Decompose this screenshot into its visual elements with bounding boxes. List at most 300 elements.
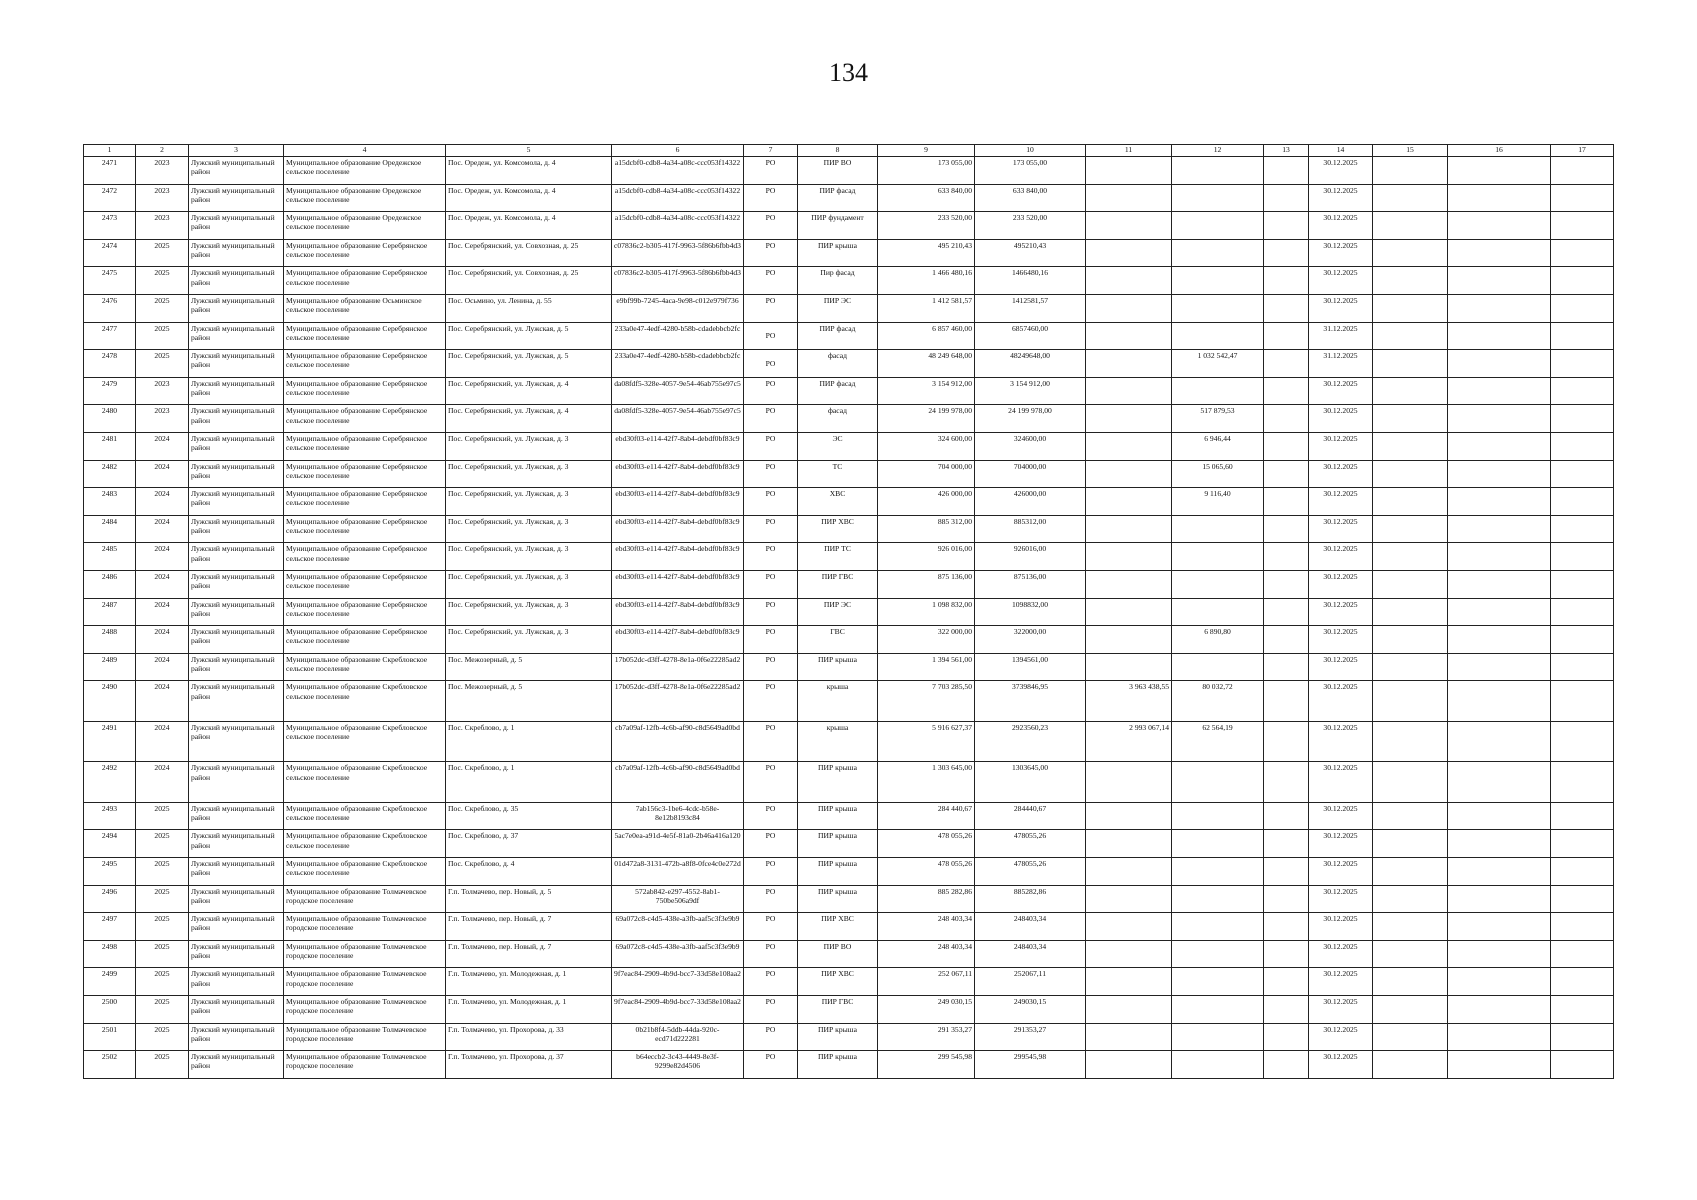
row-number-cell: 2499 <box>84 968 136 996</box>
total-cost-cell: 233 520,00 <box>878 212 975 240</box>
guid-cell: 9f7eac84-2909-4b9d-bcc7-33d58e108aa2 <box>612 968 744 996</box>
type-cell: РО <box>744 405 798 433</box>
guid-cell: c07836c2-b305-417f-9963-5f86b6fbb4d3 <box>612 239 744 267</box>
empty-cell <box>1373 913 1448 941</box>
column-number-header: 11 <box>1086 145 1172 157</box>
district-cell: Лужский муниципальный район <box>189 1051 284 1079</box>
deadline-date-cell: 30.12.2025 <box>1309 830 1373 858</box>
guid-cell: da08fdf5-328e-4057-9e54-46ab755e97c5 <box>612 377 744 405</box>
table-row <box>84 570 1614 598</box>
empty-cell <box>1264 570 1309 598</box>
row-number-cell: 2484 <box>84 515 136 543</box>
row-number-cell: 2483 <box>84 488 136 516</box>
additional-funding-cell <box>1086 515 1172 543</box>
row-number-cell: 2486 <box>84 570 136 598</box>
type-cell: РО <box>744 460 798 488</box>
work-type-cell: ПИР фасад <box>798 377 878 405</box>
funding-cell: 48249648,00 <box>975 350 1086 378</box>
empty-cell <box>1373 460 1448 488</box>
empty-cell <box>1448 212 1551 240</box>
total-cost-cell: 249 030,15 <box>878 995 975 1023</box>
municipality-cell: Муниципальное образование Скребловское сельское поселение <box>284 857 446 885</box>
work-type-cell: ПИР фасад <box>798 322 878 350</box>
empty-cell <box>1373 968 1448 996</box>
district-cell: Лужский муниципальный район <box>189 653 284 681</box>
empty-cell <box>1264 885 1309 913</box>
empty-cell <box>1551 570 1614 598</box>
empty-cell <box>1448 913 1551 941</box>
year-cell: 2024 <box>136 488 189 516</box>
municipality-cell: Муниципальное образование Серебрянское сельское поселение <box>284 515 446 543</box>
total-cost-cell: 633 840,00 <box>878 184 975 212</box>
type-cell: РО <box>744 940 798 968</box>
guid-cell: b64eccb2-3c43-4449-8e3f-9299e82d4506 <box>612 1051 744 1079</box>
row-number-cell: 2473 <box>84 212 136 240</box>
empty-cell <box>1551 762 1614 803</box>
amount-cell <box>1172 322 1264 350</box>
year-cell: 2023 <box>136 377 189 405</box>
municipality-cell: Муниципальное образование Толмачевское городское поселение <box>284 1051 446 1079</box>
deadline-date-cell: 30.12.2025 <box>1309 995 1373 1023</box>
type-cell: РО <box>744 1023 798 1051</box>
address-cell: Г.п. Толмачево, пер. Новый, д. 5 <box>446 885 612 913</box>
work-type-cell: ПИР крыша <box>798 239 878 267</box>
table-row <box>84 995 1614 1023</box>
row-number-cell: 2489 <box>84 653 136 681</box>
type-cell: РО <box>744 913 798 941</box>
empty-cell <box>1551 885 1614 913</box>
municipality-cell: Муниципальное образование Скребловское сельское поселение <box>284 830 446 858</box>
year-cell: 2023 <box>136 405 189 433</box>
empty-cell <box>1264 515 1309 543</box>
empty-cell <box>1448 377 1551 405</box>
district-cell: Лужский муниципальный район <box>189 377 284 405</box>
empty-cell <box>1448 488 1551 516</box>
additional-funding-cell <box>1086 802 1172 830</box>
empty-cell <box>1373 626 1448 654</box>
municipality-cell: Муниципальное образование Серебрянское сельское поселение <box>284 598 446 626</box>
guid-cell: 9f7eac84-2909-4b9d-bcc7-33d58e108aa2 <box>612 995 744 1023</box>
amount-cell <box>1172 239 1264 267</box>
type-cell: РО <box>744 857 798 885</box>
district-cell: Лужский муниципальный район <box>189 1023 284 1051</box>
type-cell: РО <box>744 1051 798 1079</box>
year-cell: 2025 <box>136 1051 189 1079</box>
additional-funding-cell <box>1086 885 1172 913</box>
guid-cell: 01d472a8-3131-472b-a8f8-0fce4c0e272d <box>612 857 744 885</box>
table-row <box>84 377 1614 405</box>
work-type-cell: ТС <box>798 460 878 488</box>
empty-cell <box>1448 653 1551 681</box>
empty-cell <box>1373 940 1448 968</box>
empty-cell <box>1373 598 1448 626</box>
empty-cell <box>1373 830 1448 858</box>
type-cell: РО <box>744 995 798 1023</box>
row-number-cell: 2485 <box>84 543 136 571</box>
district-cell: Лужский муниципальный район <box>189 857 284 885</box>
address-cell: Пос. Скреблово, д. 1 <box>446 721 612 762</box>
district-cell: Лужский муниципальный район <box>189 322 284 350</box>
year-cell: 2024 <box>136 653 189 681</box>
empty-cell <box>1551 488 1614 516</box>
empty-cell <box>1551 267 1614 295</box>
column-number-header: 16 <box>1448 145 1551 157</box>
total-cost-cell: 7 703 285,50 <box>878 681 975 722</box>
deadline-date-cell: 30.12.2025 <box>1309 184 1373 212</box>
empty-cell <box>1448 995 1551 1023</box>
table-row <box>84 488 1614 516</box>
empty-cell <box>1373 1023 1448 1051</box>
empty-cell <box>1551 802 1614 830</box>
work-type-cell: ГВС <box>798 626 878 654</box>
amount-cell <box>1172 940 1264 968</box>
year-cell: 2025 <box>136 995 189 1023</box>
address-cell: Г.п. Толмачево, ул. Молодежная, д. 1 <box>446 968 612 996</box>
empty-cell <box>1373 515 1448 543</box>
funding-cell: 248403,34 <box>975 913 1086 941</box>
total-cost-cell: 495 210,43 <box>878 239 975 267</box>
district-cell: Лужский муниципальный район <box>189 405 284 433</box>
deadline-date-cell: 30.12.2025 <box>1309 681 1373 722</box>
empty-cell <box>1373 995 1448 1023</box>
total-cost-cell: 248 403,34 <box>878 940 975 968</box>
table-row <box>84 212 1614 240</box>
district-cell: Лужский муниципальный район <box>189 212 284 240</box>
empty-cell <box>1448 721 1551 762</box>
row-number-cell: 2490 <box>84 681 136 722</box>
municipality-cell: Муниципальное образование Толмачевское городское поселение <box>284 1023 446 1051</box>
work-type-cell: ПИР ХВС <box>798 968 878 996</box>
type-cell: РО <box>744 681 798 722</box>
empty-cell <box>1551 543 1614 571</box>
work-type-cell: фасад <box>798 405 878 433</box>
table-row <box>84 432 1614 460</box>
empty-cell <box>1551 405 1614 433</box>
work-type-cell: ПИР ВО <box>798 157 878 185</box>
address-cell: Г.п. Толмачево, пер. Новый, д. 7 <box>446 940 612 968</box>
guid-cell: ebd30f03-e114-42f7-8ab4-debdf0bf83c9 <box>612 515 744 543</box>
deadline-date-cell: 30.12.2025 <box>1309 653 1373 681</box>
deadline-date-cell: 30.12.2025 <box>1309 968 1373 996</box>
table-row <box>84 350 1614 378</box>
municipality-cell: Муниципальное образование Толмачевское городское поселение <box>284 968 446 996</box>
type-cell: РО <box>744 721 798 762</box>
row-number-cell: 2494 <box>84 830 136 858</box>
type-cell: РО <box>744 488 798 516</box>
guid-cell: ebd30f03-e114-42f7-8ab4-debdf0bf83c9 <box>612 460 744 488</box>
deadline-date-cell: 31.12.2025 <box>1309 350 1373 378</box>
work-type-cell: крыша <box>798 721 878 762</box>
type-cell: РО <box>744 762 798 803</box>
empty-cell <box>1551 515 1614 543</box>
type-cell: РО <box>744 802 798 830</box>
district-cell: Лужский муниципальный район <box>189 626 284 654</box>
additional-funding-cell <box>1086 1023 1172 1051</box>
district-cell: Лужский муниципальный район <box>189 830 284 858</box>
work-type-cell: ПИР ВО <box>798 940 878 968</box>
table-row <box>84 830 1614 858</box>
year-cell: 2025 <box>136 913 189 941</box>
additional-funding-cell <box>1086 857 1172 885</box>
row-number-cell: 2476 <box>84 294 136 322</box>
column-number-header: 10 <box>975 145 1086 157</box>
district-cell: Лужский муниципальный район <box>189 802 284 830</box>
work-type-cell: ПИР крыша <box>798 857 878 885</box>
table-row <box>84 515 1614 543</box>
district-cell: Лужский муниципальный район <box>189 488 284 516</box>
address-cell: Пос. Серебрянский, ул. Лужская, д. 3 <box>446 515 612 543</box>
row-number-cell: 2475 <box>84 267 136 295</box>
guid-cell: a15dcbf0-cdb8-4a34-a08c-ccc053f14322 <box>612 212 744 240</box>
address-cell: Пос. Скреблово, д. 1 <box>446 762 612 803</box>
empty-cell <box>1448 405 1551 433</box>
year-cell: 2024 <box>136 762 189 803</box>
amount-cell <box>1172 762 1264 803</box>
amount-cell <box>1172 913 1264 941</box>
work-type-cell: Пир фасад <box>798 267 878 295</box>
empty-cell <box>1448 157 1551 185</box>
table-row <box>84 681 1614 722</box>
table-row <box>84 762 1614 803</box>
total-cost-cell: 291 353,27 <box>878 1023 975 1051</box>
type-cell: РО <box>744 322 798 350</box>
table-row <box>84 857 1614 885</box>
empty-cell <box>1264 460 1309 488</box>
year-cell: 2024 <box>136 515 189 543</box>
amount-cell <box>1172 857 1264 885</box>
guid-cell: ebd30f03-e114-42f7-8ab4-debdf0bf83c9 <box>612 570 744 598</box>
work-type-cell: ПИР ГВС <box>798 995 878 1023</box>
funding-cell: 1412581,57 <box>975 294 1086 322</box>
funding-cell: 291353,27 <box>975 1023 1086 1051</box>
year-cell: 2023 <box>136 157 189 185</box>
empty-cell <box>1264 267 1309 295</box>
empty-cell <box>1551 653 1614 681</box>
empty-cell <box>1264 762 1309 803</box>
municipality-cell: Муниципальное образование Толмачевское городское поселение <box>284 995 446 1023</box>
amount-cell <box>1172 995 1264 1023</box>
deadline-date-cell: 30.12.2025 <box>1309 267 1373 295</box>
empty-cell <box>1448 940 1551 968</box>
empty-cell <box>1264 432 1309 460</box>
guid-cell: ebd30f03-e114-42f7-8ab4-debdf0bf83c9 <box>612 543 744 571</box>
column-number-header: 3 <box>189 145 284 157</box>
empty-cell <box>1264 857 1309 885</box>
year-cell: 2024 <box>136 721 189 762</box>
additional-funding-cell <box>1086 460 1172 488</box>
guid-cell: ebd30f03-e114-42f7-8ab4-debdf0bf83c9 <box>612 488 744 516</box>
work-type-cell: ЭС <box>798 432 878 460</box>
type-cell: РО <box>744 543 798 571</box>
empty-cell <box>1448 515 1551 543</box>
empty-cell <box>1551 598 1614 626</box>
row-number-cell: 2471 <box>84 157 136 185</box>
row-number-cell: 2481 <box>84 432 136 460</box>
row-number-cell: 2492 <box>84 762 136 803</box>
funding-cell: 233 520,00 <box>975 212 1086 240</box>
address-cell: Пос. Межозерный, д. 5 <box>446 681 612 722</box>
municipality-cell: Муниципальное образование Оредежское сельское поселение <box>284 212 446 240</box>
empty-cell <box>1448 830 1551 858</box>
guid-cell: a15dcbf0-cdb8-4a34-a08c-ccc053f14322 <box>612 157 744 185</box>
municipality-cell: Муниципальное образование Осьминское сельское поселение <box>284 294 446 322</box>
additional-funding-cell <box>1086 995 1172 1023</box>
municipality-cell: Муниципальное образование Серебрянское сельское поселение <box>284 570 446 598</box>
type-cell: РО <box>744 626 798 654</box>
row-number-cell: 2472 <box>84 184 136 212</box>
additional-funding-cell <box>1086 267 1172 295</box>
table-row <box>84 1023 1614 1051</box>
funding-cell: 3739846,95 <box>975 681 1086 722</box>
total-cost-cell: 704 000,00 <box>878 460 975 488</box>
total-cost-cell: 299 545,98 <box>878 1051 975 1079</box>
year-cell: 2025 <box>136 322 189 350</box>
guid-cell: 5ac7e0ea-a91d-4e5f-81a0-2b46a416a120 <box>612 830 744 858</box>
year-cell: 2024 <box>136 626 189 654</box>
column-number-header: 12 <box>1172 145 1264 157</box>
empty-cell <box>1448 598 1551 626</box>
amount-cell <box>1172 543 1264 571</box>
column-number-header: 17 <box>1551 145 1614 157</box>
empty-cell <box>1264 721 1309 762</box>
table-row <box>84 721 1614 762</box>
funding-cell: 875136,00 <box>975 570 1086 598</box>
total-cost-cell: 1 098 832,00 <box>878 598 975 626</box>
district-cell: Лужский муниципальный район <box>189 995 284 1023</box>
empty-cell <box>1264 940 1309 968</box>
type-cell: РО <box>744 267 798 295</box>
total-cost-cell: 875 136,00 <box>878 570 975 598</box>
work-type-cell: ПИР крыша <box>798 885 878 913</box>
deadline-date-cell: 30.12.2025 <box>1309 294 1373 322</box>
empty-cell <box>1373 762 1448 803</box>
municipality-cell: Муниципальное образование Скребловское сельское поселение <box>284 721 446 762</box>
district-cell: Лужский муниципальный район <box>189 294 284 322</box>
deadline-date-cell: 30.12.2025 <box>1309 239 1373 267</box>
empty-cell <box>1373 802 1448 830</box>
district-cell: Лужский муниципальный район <box>189 432 284 460</box>
empty-cell <box>1551 377 1614 405</box>
work-type-cell: ПИР ГВС <box>798 570 878 598</box>
year-cell: 2025 <box>136 1023 189 1051</box>
total-cost-cell: 3 154 912,00 <box>878 377 975 405</box>
funding-cell: 284440,67 <box>975 802 1086 830</box>
empty-cell <box>1448 857 1551 885</box>
address-cell: Г.п. Толмачево, пер. Новый, д. 7 <box>446 913 612 941</box>
empty-cell <box>1551 830 1614 858</box>
type-cell: РО <box>744 968 798 996</box>
address-cell: Пос. Межозерный, д. 5 <box>446 653 612 681</box>
table-row <box>84 885 1614 913</box>
total-cost-cell: 1 394 561,00 <box>878 653 975 681</box>
total-cost-cell: 322 000,00 <box>878 626 975 654</box>
municipality-cell: Муниципальное образование Серебрянское сельское поселение <box>284 350 446 378</box>
empty-cell <box>1373 157 1448 185</box>
deadline-date-cell: 30.12.2025 <box>1309 1051 1373 1079</box>
guid-cell: 233a0e47-4edf-4280-b58b-cdadebbcb2fc <box>612 350 744 378</box>
amount-cell: 62 564,19 <box>1172 721 1264 762</box>
amount-cell <box>1172 212 1264 240</box>
column-number-header: 9 <box>878 145 975 157</box>
additional-funding-cell <box>1086 830 1172 858</box>
amount-cell: 1 032 542,47 <box>1172 350 1264 378</box>
empty-cell <box>1551 184 1614 212</box>
empty-cell <box>1551 432 1614 460</box>
guid-cell: 69a072c8-c4d5-438e-a3fb-aaf5c3f3e9b9 <box>612 940 744 968</box>
empty-cell <box>1264 212 1309 240</box>
deadline-date-cell: 30.12.2025 <box>1309 885 1373 913</box>
district-cell: Лужский муниципальный район <box>189 598 284 626</box>
district-cell: Лужский муниципальный район <box>189 681 284 722</box>
funding-cell: 252067,11 <box>975 968 1086 996</box>
total-cost-cell: 252 067,11 <box>878 968 975 996</box>
municipality-cell: Муниципальное образование Серебрянское сельское поселение <box>284 267 446 295</box>
year-cell: 2024 <box>136 432 189 460</box>
empty-cell <box>1373 488 1448 516</box>
work-type-cell: ПИР крыша <box>798 762 878 803</box>
funding-cell: 3 154 912,00 <box>975 377 1086 405</box>
empty-cell <box>1551 460 1614 488</box>
empty-cell <box>1264 802 1309 830</box>
empty-cell <box>1551 239 1614 267</box>
guid-cell: 233a0e47-4edf-4280-b58b-cdadebbcb2fc <box>612 322 744 350</box>
additional-funding-cell <box>1086 488 1172 516</box>
type-cell: РО <box>744 830 798 858</box>
year-cell: 2024 <box>136 681 189 722</box>
funding-cell: 1303645,00 <box>975 762 1086 803</box>
additional-funding-cell <box>1086 570 1172 598</box>
empty-cell <box>1448 239 1551 267</box>
year-cell: 2025 <box>136 830 189 858</box>
empty-cell <box>1551 626 1614 654</box>
total-cost-cell: 6 857 460,00 <box>878 322 975 350</box>
municipality-cell: Муниципальное образование Скребловское сельское поселение <box>284 762 446 803</box>
empty-cell <box>1264 543 1309 571</box>
table-row <box>84 239 1614 267</box>
deadline-date-cell: 30.12.2025 <box>1309 626 1373 654</box>
district-cell: Лужский муниципальный район <box>189 157 284 185</box>
address-cell: Пос. Серебрянский, ул. Лужская, д. 3 <box>446 570 612 598</box>
column-number-header: 4 <box>284 145 446 157</box>
district-cell: Лужский муниципальный район <box>189 460 284 488</box>
empty-cell <box>1373 721 1448 762</box>
empty-cell <box>1448 184 1551 212</box>
address-cell: Пос. Оредеж, ул. Комсомола, д. 4 <box>446 212 612 240</box>
year-cell: 2025 <box>136 239 189 267</box>
empty-cell <box>1448 626 1551 654</box>
deadline-date-cell: 30.12.2025 <box>1309 432 1373 460</box>
row-number-cell: 2497 <box>84 913 136 941</box>
amount-cell: 517 879,53 <box>1172 405 1264 433</box>
funding-cell: 633 840,00 <box>975 184 1086 212</box>
funding-cell: 322000,00 <box>975 626 1086 654</box>
row-number-cell: 2482 <box>84 460 136 488</box>
empty-cell <box>1448 570 1551 598</box>
address-cell: Пос. Серебрянский, ул. Лужская, д. 5 <box>446 322 612 350</box>
funding-cell: 1098832,00 <box>975 598 1086 626</box>
municipality-cell: Муниципальное образование Оредежское сельское поселение <box>284 157 446 185</box>
amount-cell: 80 032,72 <box>1172 681 1264 722</box>
work-type-cell: ПИР ХВС <box>798 913 878 941</box>
funding-cell: 24 199 978,00 <box>975 405 1086 433</box>
table-row <box>84 184 1614 212</box>
row-number-cell: 2480 <box>84 405 136 433</box>
empty-cell <box>1264 239 1309 267</box>
guid-cell: ebd30f03-e114-42f7-8ab4-debdf0bf83c9 <box>612 432 744 460</box>
empty-cell <box>1373 322 1448 350</box>
amount-cell <box>1172 294 1264 322</box>
municipality-cell: Муниципальное образование Скребловское сельское поселение <box>284 681 446 722</box>
